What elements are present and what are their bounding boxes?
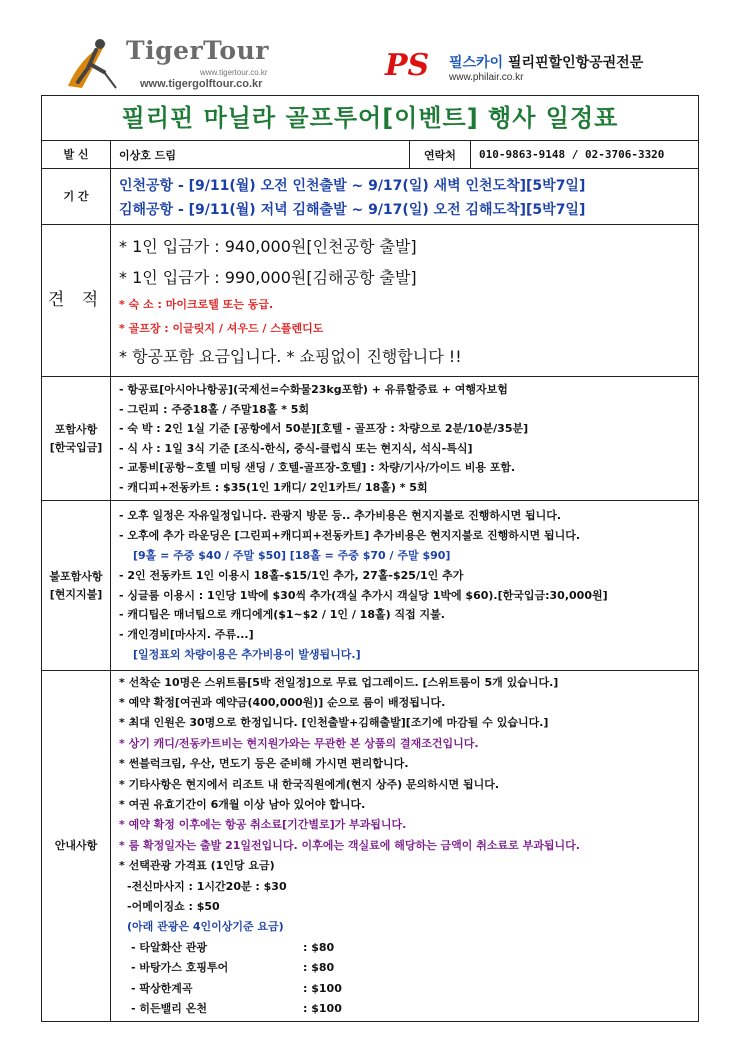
list-item: - 개인경비[마사지. 주류...] bbox=[119, 628, 254, 642]
list-item: - 교통비[공항~호텔 미팅 샌딩 / 호텔-골프장-호텔] : 차량/기사/가이드 비용 포함. bbox=[119, 461, 516, 474]
list-item: * 기타사항은 현지에서 리조트 내 한국직원에게(현지 상주) 문의하시면 됩니다. bbox=[119, 777, 500, 791]
ps-mark-text: PS bbox=[385, 48, 430, 83]
list-item: -전신마사지 : 1시간20분 : $30 bbox=[127, 879, 287, 893]
excluded-row bbox=[42, 501, 698, 671]
list-item: - 싱글룸 이용시 : 1인당 1박에 $30씩 추가(객실 추가시 객실당 1박에 $60).[한국입금:30,000원] bbox=[119, 588, 608, 602]
list-item: - 그린피 : 주중18홀 / 주말18홀 * 5회 bbox=[119, 402, 310, 416]
philsky-name bbox=[449, 52, 643, 72]
tigertour-name: TigerTour bbox=[126, 36, 269, 65]
list-item: * 예약 확정 이후에는 항공 취소료[기간별로]가 부과됩니다. bbox=[119, 818, 407, 832]
price-incheon: * 1인 입금가 : 940,000원[인천공항 출발] bbox=[119, 237, 417, 256]
tour-price: : $100 bbox=[303, 1001, 342, 1015]
excluded-label-sub: [현지지불] bbox=[49, 587, 103, 601]
period-row bbox=[42, 169, 698, 225]
list-item: * 룸 확정일자는 출발 21일전입니다. 이후에는 객실료에 해당하는 금액이 취소료로 부과됩니다. bbox=[119, 838, 580, 852]
period-label: 기 간 bbox=[42, 169, 111, 224]
tour-price-row bbox=[119, 958, 690, 978]
page-title: 필리핀 마닐라 골프투어[이벤트] 행사 일정표 bbox=[42, 96, 698, 141]
list-item: - 숙 박 : 2인 1실 기준 [공항에서 50분][호텔 - 골프장 : 차량으로 2분/10분/35분] bbox=[119, 422, 529, 435]
quote-row bbox=[42, 225, 698, 377]
tour-price-row bbox=[119, 938, 690, 958]
tigertour-url: www.tigergolftour.co.kr bbox=[140, 78, 263, 90]
header-logos bbox=[40, 34, 700, 92]
lodging-info: * 숙 소 : 마이크로텔 또는 동급. bbox=[119, 298, 274, 311]
tour-price: : $100 bbox=[303, 981, 342, 995]
list-item: - 오후 일정은 자유일정입니다. 관광지 방문 등.. 추가비용은 현지지불로 진행하시면 됩니다. bbox=[119, 509, 562, 523]
list-item: [9홀 = 주중 $40 / 주말 $50] [18홀 = 주중 $70 / 주말 $90] bbox=[133, 548, 451, 562]
included-label-sub: [한국입금] bbox=[49, 440, 103, 454]
golfer-icon bbox=[60, 36, 122, 92]
excluded-label-main: 불포함사항 bbox=[49, 569, 103, 583]
list-item: - 오후에 추가 라운딩은 [그린피+캐디피+전동카트] 추가비용은 현지지불로 진행하시면 됩니다. bbox=[119, 529, 581, 543]
list-item: * 썬블럭크림, 우산, 면도기 등은 준비해 가시면 편리합니다. bbox=[119, 757, 409, 771]
list-item: * 선착순 10명은 스위트룸[5박 전일정]으로 무료 업그레이드. [스위트룸이 5개 있습니다.] bbox=[119, 675, 559, 689]
philsky-logo bbox=[385, 48, 685, 92]
schedule-table bbox=[41, 95, 699, 1022]
philsky-tagline: 필리핀할인항공권전문 bbox=[507, 55, 644, 71]
list-item: * 여권 유효기간이 6개월 이상 남아 있어야 합니다. bbox=[119, 798, 366, 812]
contact-value: 010-9863-9148 / 02-3706-3320 bbox=[479, 148, 665, 161]
tigertour-logo bbox=[60, 34, 360, 92]
period-cell bbox=[111, 169, 698, 224]
philsky-brand: 필스카이 bbox=[449, 55, 504, 71]
period-gimhae: 김해공항 - [9/11(월) 저녁 김해출발 ~ 9/17(일) 오전 김해도착][5박7일] bbox=[119, 201, 586, 218]
tour-price: : $80 bbox=[303, 961, 335, 975]
list-item: - 캐디팁은 매너팁으로 캐디에게($1~$2 / 1인 / 18홀) 직접 지불. bbox=[119, 608, 445, 622]
tour-price: : $80 bbox=[303, 940, 335, 954]
price-gimhae: * 1인 입금가 : 990,000원[김해공항 출발] bbox=[119, 268, 417, 287]
ps-mark bbox=[385, 48, 429, 83]
sender-cell bbox=[111, 141, 698, 168]
list-item: - 캐디피+전동카트 : $35(1인 1캐디/ 2인1카트/ 18홀) * 5회 bbox=[119, 480, 428, 494]
list-item: - 항공료[아시아나항공](국제선=수화물23kg포함) + 유류할증료 + 여행자보험 bbox=[119, 383, 508, 396]
quote-label: 견 적 bbox=[42, 225, 111, 376]
sender-label: 발 신 bbox=[42, 141, 111, 168]
guide-row bbox=[42, 671, 698, 1021]
list-item: * 예약 확정[여권과 예약금(400,000원)] 순으로 룸이 배정됩니다. bbox=[119, 696, 446, 710]
golf-courses: * 골프장 : 이글릿지 / 셔우드 / 스플렌디도 bbox=[119, 322, 324, 335]
tour-name: - 팍상한계곡 bbox=[131, 981, 193, 995]
list-item: - 식 사 : 1일 3식 기준 [조식-한식, 중식-클럽식 또는 현지식, 석식-특식] bbox=[119, 441, 473, 455]
list-item: -어메이징쇼 : $50 bbox=[127, 899, 220, 913]
list-item: * 상기 캐디/전동카트비는 현지원가와는 무관한 본 상품의 결재조건입니다. bbox=[119, 736, 479, 750]
included-row bbox=[42, 377, 698, 501]
tour-name: - 타알화산 관광 bbox=[131, 940, 207, 954]
list-item: (아래 관광은 4인이상기준 요금) bbox=[127, 920, 284, 934]
tour-name: - 바탕가스 호핑투어 bbox=[131, 961, 229, 975]
tour-price-row bbox=[119, 979, 690, 999]
excluded-label bbox=[42, 501, 111, 670]
tour-price-row bbox=[119, 999, 690, 1019]
list-item: * 최대 인원은 30명으로 한정입니다. [인천출발+김해출발][조기에 마감될 수 있습니다.] bbox=[119, 716, 549, 730]
guide-label: 안내사항 bbox=[42, 671, 111, 1021]
list-item: * 선택관광 가격표 (1인당 요금) bbox=[119, 859, 275, 873]
sender-row bbox=[42, 141, 698, 169]
contact-label: 연락처 bbox=[410, 141, 471, 168]
quote-cell bbox=[111, 225, 698, 376]
tour-name: - 히든밸리 온천 bbox=[131, 1001, 207, 1015]
list-item: [일정표외 차량이용은 추가비용이 발생됩니다.] bbox=[133, 647, 361, 661]
included-cell bbox=[111, 377, 698, 500]
guide-cell bbox=[111, 671, 698, 1021]
philsky-url: www.philair.co.kr bbox=[449, 72, 524, 83]
excluded-cell bbox=[111, 501, 698, 670]
quote-note: * 항공포함 요금입니다. * 쇼핑없이 진행합니다 !! bbox=[119, 347, 462, 366]
sender-name: 이상호 드림 bbox=[111, 141, 410, 168]
tigertour-url-small: www.tigertour.co.kr bbox=[200, 68, 268, 77]
included-label-main: 포함사항 bbox=[54, 422, 98, 436]
included-label bbox=[42, 377, 111, 500]
period-incheon: 인천공항 - [9/11(월) 오전 인천출발 ~ 9/17(일) 새벽 인천도착][5박7일] bbox=[119, 177, 586, 194]
list-item: - 2인 전동카트 1인 이용시 18홀-$15/1인 추가, 27홀-$25/1인 추가 bbox=[119, 568, 464, 582]
